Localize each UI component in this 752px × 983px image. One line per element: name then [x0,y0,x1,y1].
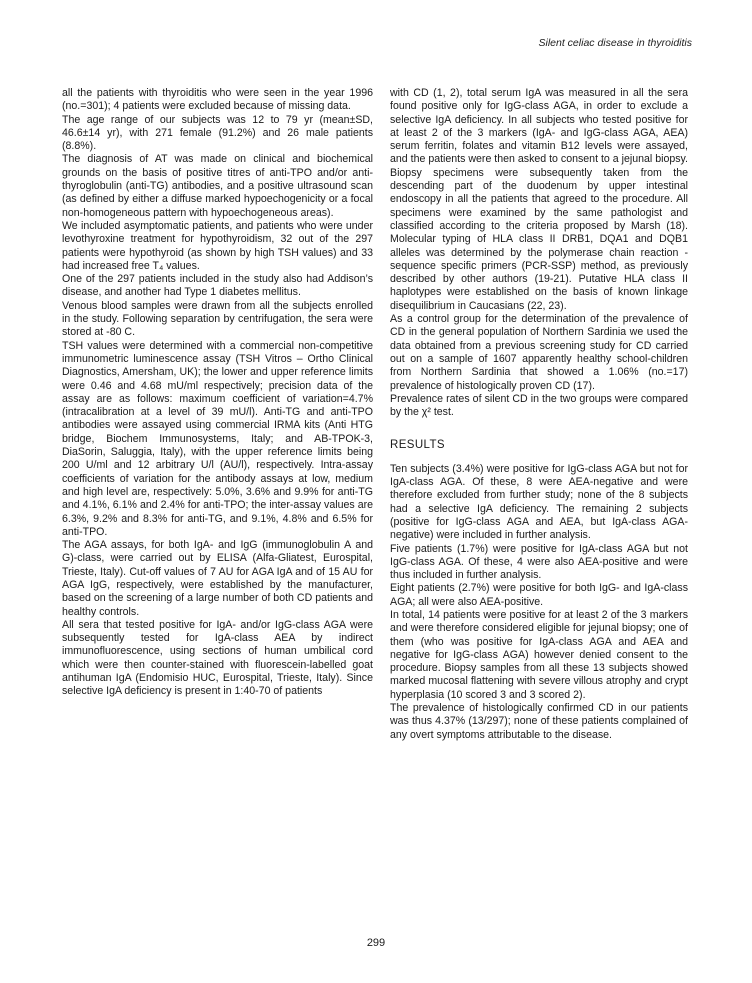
left-column [62,87,373,699]
paragraph: Ten subjects (3.4%) were positive for IgG-class AGA but not for IgA-class AGA. Of these, 8 were AEA-negative and were therefore excluded from further study; none of the 8 subjects had a selective IgA deficiency. The remaining 2 subjects (positive for IgG-class AGA and AEA, but IgA-class AGA-negative) were included in further analysis. [390,462,688,542]
paragraph: The AGA assays, for both IgA- and IgG (immunoglobulin A and G)-class, were carried out by ELISA (Alfa-Gliatest, Eurospital, Trieste, Italy). Cut-off values of 7 AU for AGA IgA and of 15 AU for AGA IgG, respectively, were established by the manufacturer, based on the screening of a large number of both CD patients and healthy controls. [62,539,373,618]
running-head: Silent celiac disease in thyroiditis [538,37,692,49]
paragraph: As a control group for the determination of the prevalence of CD in the general population of Northern Sardinia we used the data obtained from a previous screening study for CD carried out on a sample of 1607 apparently healthy school-children from Northern Sardinia that showed a 1.06% (no.=17) prevalence of histologically proven CD (17). [390,313,688,392]
results-heading: RESULTS [390,439,445,452]
paragraph: Eight patients (2.7%) were positive for both IgG- and IgA-class AGA; all were also AEA-positive. [390,582,688,608]
paragraph: with CD (1, 2), total serum IgA was measured in all the sera found positive only for IgG-class AGA, in order to exclude a selective IgA deficiency. In all subjects who tested positive for at least 2 of the 3 markers (IgA- and IgG-class AGA, AEA) serum ferritin, folates and vitamin B12 levels were assayed, and the patients were then asked to consent to a jejunal biopsy. Biopsy specimens were subsequently taken from the descending part of the duodenum by upper intestinal endoscopy in all the patients that agreed to the procedure. All specimens were examined by the same pathologist and classified according to the criteria proposed by Marsh (18). Molecular typing of HLA class II DRB1, DQA1 and DQB1 alleles was determined by the polymerase chain reaction - sequence specific primers (PCR-SSP) method, as previously described by other authors (19-21). Putative HLA class II haplotypes were established on the basis of known linkage disequilibrium in Caucasians (22, 23). [390,87,688,312]
paragraph: The age range of our subjects was 12 to 79 yr (mean±SD, 46.6±14 yr), with 271 female (91.2%) and 26 male patients (8.8%). [62,113,373,153]
paragraph: Prevalence rates of silent CD in the two groups were compared by the χ² test. [390,392,688,419]
right-column [390,87,688,742]
paragraph: We included asymptomatic patients, and patients who were under levothyroxine treatment for hypothyroidism, 32 out of the 297 patients were hypothyroid (as shown by high TSH values) and 33 had increased free T₄ values. [62,219,373,272]
page-number: 299 [366,937,386,949]
paragraph: The prevalence of histologically confirmed CD in our patients was thus 4.37% (13/297); none of these patients complained of any overt symptoms attributable to the disease. [390,702,688,741]
paragraph: Five patients (1.7%) were positive for IgA-class AGA but not IgG-class AGA. Of these, 4 were also AEA-positive and were thus included in further analysis. [390,542,688,582]
paragraph: Venous blood samples were drawn from all the subjects enrolled in the study. Following separation by centrifugation, the sera were stored at -80 C. [62,299,373,339]
paragraph: One of the 297 patients included in the study also had Addison’s disease, and another had Type 1 diabetes mellitus. [62,273,373,299]
paragraph: All sera that tested positive for IgA- and/or IgG-class AGA were subsequently tested for IgA-class AEA by indirect immunofluorescence, using sections of human umbilical cord which were then counter-stained with fluorescein-labelled goat antihuman IgA (Endomisio HUC, Eurospital, Trieste, Italy). Since selective IgA deficiency is present in 1:40-70 of patients [62,618,373,698]
paragraph: TSH values were determined with a commercial non-competitive immunometric luminescence assay (TSH Vitros – Ortho Clinical Diagnostics, Amersham, UK); the lower and upper reference limits were 0.46 and 4.68 mU/ml respectively; precision data of the assay are as follows: maximum coefficient of variation=4.7% (intracalibration at a level of 39 mU/l). Anti-TG and anti-TPO antibodies were assayed using commercial IRMA kits (Anti HTG bridge, Biochem Immunosystems, Italy; and AB-TPOK-3, DiaSorin, Saluggia, Italy), with the upper reference limits being 200 U/ml and 12 arbitrary U/l (AU/l), respectively. Intra-assay coefficients of variation for the antibody assays at low, medium and high level are, respectively: 5.0%, 3.6% and 9.9% for anti-TG and 4.1%, 6.1% and 2.4% for anti-TPO; the inter-assay values are 6.3%, 9.2% and 8.3% for anti-TG, and 9.1%, 4.8% and 6.5% for anti-TPO. [62,339,373,538]
paragraph: In total, 14 patients were positive for at least 2 of the 3 markers and were therefore considered eligible for jejunal biopsy; one of them (who was positive for IgA-class AGA and AEA and negative for IgG-class AGA) however denied consent to the procedure. Biopsy samples from all these 13 subjects showed marked mucosal flattening with severe villous atrophy and crypt hyperplasia (10 scored 3 and 3 scored 2). [390,608,688,701]
paragraph: The diagnosis of AT was made on clinical and biochemical grounds on the basis of positive titres of anti-TPO and/or anti-thyroglobulin (anti-TG) antibodies, and a positive ultrasound scan (as defined by either a diffuse marked hypoechogenicity or a focal non-homogeneous pattern with hypoechogeneous areas). [62,153,373,219]
paragraph: all the patients with thyroiditis who were seen in the year 1996 (no.=301); 4 patients were excluded because of missing data. [62,87,373,113]
